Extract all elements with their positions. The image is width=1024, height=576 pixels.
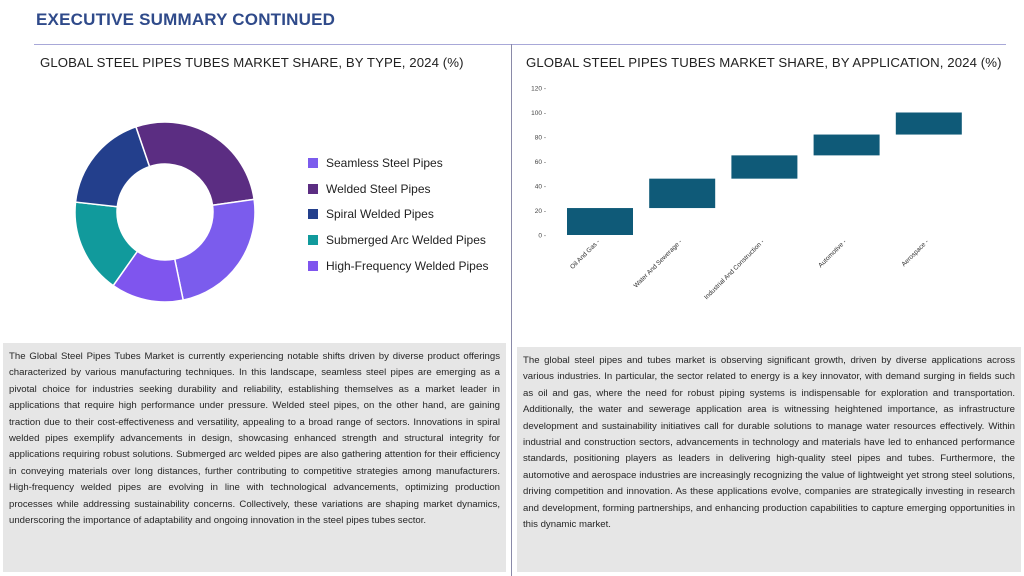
- legend-swatch: [308, 235, 318, 245]
- application-summary-panel: [517, 347, 1021, 572]
- application-summary-text: The global steel pipes and tubes market is observing significant growth, driven by diverse applications across various industries. In particular, the sector related to energy is a key innovator, with demand surging in fields such as oil and gas, where the need for robust piping systems is indispensable for exploration and transportation. Additionally, the water and sewerage application area is witnessing heightened importance, as infrastructure development and sustainability initiatives call for durable solutions to manage water resources effectively. Within industrial and construction sectors, advancements in technology and materials have led to enhanced performance standards, positioning players as leaders in delivering high-quality steel pipes and tubes. Furthermore, the automotive and aerospace industries are increasingly recognizing the value of lightweight yet strong steel solutions, driving competition and innovation. As these applications evolve, companies are strategically investing in research and development, forming partnerships, and enhancing production capabilities to capture emerging opportunities in this dynamic market.: [523, 355, 1015, 531]
- donut-slice-welded-steel-pipes: [136, 122, 254, 205]
- x-tick-label: Automotive -: [817, 238, 849, 270]
- y-tick-label: 60 -: [534, 159, 546, 166]
- bar-chart-title: GLOBAL STEEL PIPES TUBES MARKET SHARE, BY APPLICATION, 2024 (%): [526, 55, 1002, 70]
- y-tick-label: 20 -: [534, 208, 546, 215]
- bar-industrial-and-construction: [731, 155, 797, 178]
- legend-item-submerged-arc-welded-pipes: [308, 227, 489, 253]
- waterfall-chart: [520, 78, 990, 308]
- legend-swatch: [308, 184, 318, 194]
- donut-slice-spiral-welded-pipes: [76, 127, 150, 207]
- legend-item-welded-steel-pipes: [308, 176, 489, 202]
- donut-legend: [308, 150, 489, 278]
- type-summary-text: The Global Steel Pipes Tubes Market is currently experiencing notable shifts driven by diverse product offerings characterized by various manufacturing techniques. In this landscape, seamless steel pipes are emerging as a pivotal choice for industries seeking durability and reliability, establishing themselves as a market leader in applications that require high performance under pressure. Welded steel pipes, on the other hand, are gaining traction due to their cost-effectiveness and versatility, appealing to a broad range of sectors. Innovations in spiral welded pipes exemplify advancements in design, showcasing enhanced strength and structural integrity for applications requiring robust solutions. Submerged arc welded pipes are also gathering attention for their efficiency in conveying materials over long distances, further contributing to competitive strategies among manufacturers. High-frequency welded pipes are evolving in line with technological advancements, optimizing production processes while addressing sustainability concerns. Collectively, these variations are shaping market dynamics, underscoring the importance of adaptability and ongoing innovation in the steel pipes tubes sector.: [9, 351, 500, 527]
- page-title: EXECUTIVE SUMMARY CONTINUED: [36, 10, 336, 29]
- legend-item-high-frequency-welded-pipes: [308, 253, 489, 279]
- legend-item-spiral-welded-pipes: [308, 201, 489, 227]
- donut-slice-seamless-steel-pipes: [175, 199, 255, 300]
- donut-chart: [60, 105, 280, 325]
- x-tick-label: Oil And Gas -: [569, 238, 602, 271]
- type-summary-panel: [3, 343, 506, 572]
- legend-label: High-Frequency Welded Pipes: [326, 258, 489, 273]
- legend-label: Submerged Arc Welded Pipes: [326, 232, 486, 247]
- legend-swatch: [308, 261, 318, 271]
- x-tick-label: Aerospace -: [900, 238, 931, 269]
- legend-swatch: [308, 158, 318, 168]
- y-tick-label: 80 -: [534, 134, 546, 142]
- y-tick-label: 100 -: [531, 110, 546, 117]
- y-tick-label: 40 -: [534, 183, 546, 191]
- bar-oil-and-gas: [567, 208, 633, 235]
- x-tick-label: Industrial And Construction -: [703, 238, 766, 302]
- y-tick-label: 120 -: [531, 85, 546, 93]
- legend-label: Seamless Steel Pipes: [326, 155, 443, 170]
- x-tick-label: Water And Sewerage -: [632, 238, 684, 290]
- bar-automotive: [814, 135, 880, 156]
- title-divider: [34, 44, 1006, 45]
- legend-label: Welded Steel Pipes: [326, 181, 431, 196]
- legend-swatch: [308, 209, 318, 219]
- y-tick-label: 0 -: [538, 232, 546, 240]
- column-divider: [511, 44, 512, 576]
- legend-label: Spiral Welded Pipes: [326, 207, 434, 222]
- legend-item-seamless-steel-pipes: [308, 150, 489, 176]
- donut-chart-title: GLOBAL STEEL PIPES TUBES MARKET SHARE, BY TYPE, 2024 (%): [40, 55, 464, 70]
- bar-aerospace: [896, 113, 962, 135]
- bar-water-and-sewerage: [649, 179, 715, 208]
